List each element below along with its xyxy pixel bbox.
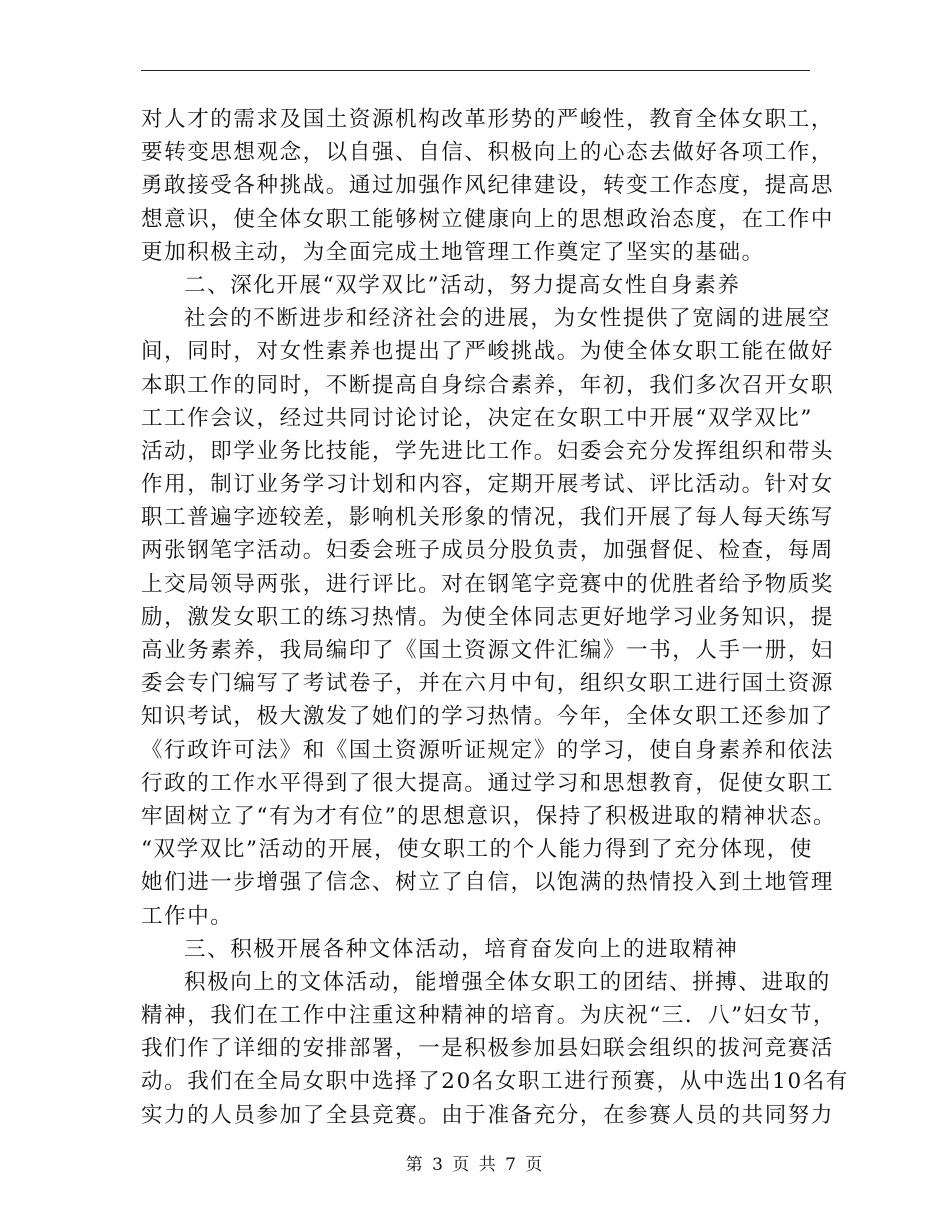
text-line: 高业务素养，我局编印了《国土资源文件汇编》一书，人手一册，妇	[141, 638, 835, 663]
text-line: 本职工作的同时，不断提高自身综合素养，年初，我们多次召开女职	[141, 372, 835, 398]
text-line: 勇敢接受各种挑战。通过加强作风纪律建设，转变工作态度，提高思	[141, 173, 835, 199]
text-line: 三、积极开展各种文体活动，培育奋发向上的进取精神	[184, 936, 739, 962]
text-line: 知识考试，极大激发了她们的学习热情。今年，全体女职工还参加了	[141, 704, 835, 730]
document-body	[141, 103, 849, 1132]
text-line: 对人才的需求及国土资源机构改革形势的严峻性，教育全体女职工，	[141, 107, 835, 132]
text-line: 精神，我们在工作中注重这种精神的培育。为庆祝“三．八”妇女节，	[141, 1003, 837, 1029]
text-line: 牢固树立了“有为才有位”的思想意识，保持了积极进取的精神状态。	[141, 803, 837, 829]
text-line: 作用，制订业务学习计划和内容，定期开展考试、评比活动。针对女	[141, 472, 835, 498]
text-line: 励，激发女职工的练习热情。为使全体同志更好地学习业务知识，提	[141, 604, 835, 630]
text-line: 行政的工作水平得到了很大提高。通过学习和思想教育，促使女职工	[141, 770, 835, 796]
page-footer: 第 3 页 共 7 页	[405, 1155, 545, 1175]
text-line: 二、深化开展“双学双比”活动，努力提高女性自身素养	[184, 272, 741, 298]
text-line: 动。我们在全局女职中选择了20名女职工进行预赛，从中选出10名有	[141, 1069, 849, 1095]
text-line: 上交局领导两张，进行评比。对在钢笔字竞赛中的优胜者给予物质奖	[141, 571, 835, 597]
text-line: 工工作会议，经过共同讨论讨论，决定在女职工中开展“双学双比”	[141, 405, 813, 431]
text-line: 间，同时，对女性素养也提出了严峻挑战。为使全体女职工能在做好	[141, 339, 835, 365]
text-line: 《行政许可法》和《国土资源听证规定》的学习，使自身素养和依法	[141, 737, 835, 763]
text-line: “双学双比”活动的开展，使女职工的个人能力得到了充分体现，使	[141, 837, 813, 863]
text-line: 她们进一步增强了信念、树立了自信，以饱满的热情投入到土地管理	[141, 870, 835, 896]
header-rule	[141, 70, 810, 71]
text-line: 委会专门编写了考试卷子，并在六月中旬，组织女职工进行国土资源	[141, 671, 835, 697]
text-line: 活动，即学业务比技能，学先进比工作。妇委会充分发挥组织和带头	[141, 438, 835, 464]
text-line: 我们作了详细的安排部署，一是积极参加县妇联会组织的拔河竞赛活	[141, 1036, 835, 1062]
text-line: 两张钢笔字活动。妇委会班子成员分股负责，加强督促、检查，每周	[141, 538, 835, 564]
text-line: 想意识，使全体女职工能够树立健康向上的思想政治态度，在工作中	[141, 206, 835, 232]
text-line: 社会的不断进步和经济社会的进展，为女性提供了宽阔的进展空	[184, 306, 831, 332]
text-line: 实力的人员参加了全县竞赛。由于准备充分，在参赛人员的共同努力	[141, 1102, 835, 1128]
text-line: 更加积极主动，为全面完成土地管理工作奠定了坚实的基础。	[141, 239, 765, 265]
text-line: 职工普遍字迹较差，影响机关形象的情况，我们开展了每人每天练写	[141, 505, 835, 531]
text-line: 工作中。	[141, 903, 234, 929]
text-line: 积极向上的文体活动，能增强全体女职工的团结、拼搏、进取的	[184, 969, 831, 995]
text-line: 要转变思想观念，以自强、自信、积极向上的心态去做好各项工作，	[141, 140, 835, 166]
